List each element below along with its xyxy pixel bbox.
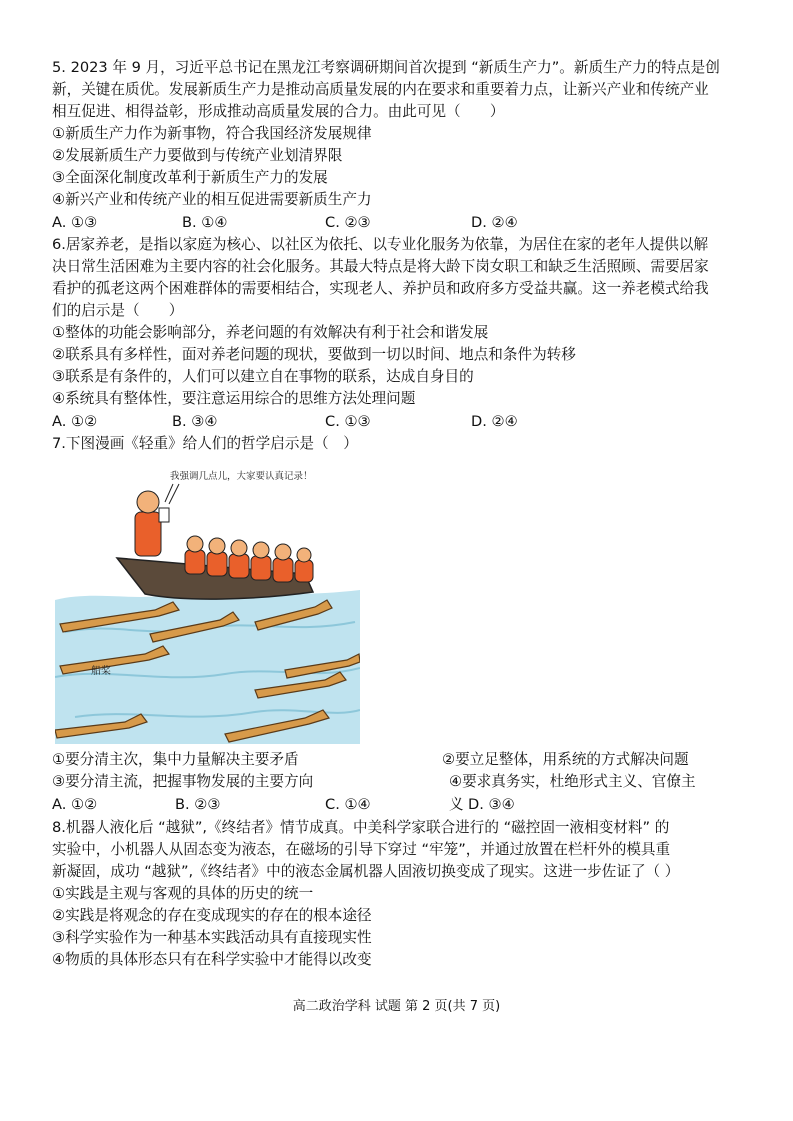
option-c[interactable]: C. ①④ bbox=[325, 796, 371, 813]
q8-line: 8.机器人液化后 “越狱”,《终结者》情节成真。中美科学家联合进行的 “磁控固一液相变材料” 的 bbox=[52, 819, 670, 836]
cartoon-light-heavy bbox=[55, 462, 360, 744]
q6-statement: ②联系具有多样性，面对养老问题的现状，要做到一切以时间、地点和条件为转移 bbox=[52, 346, 576, 363]
q7-line: 7.下图漫画《轻重》给人们的哲学启示是（ ） bbox=[52, 435, 358, 452]
option-a[interactable]: A. ①② bbox=[52, 413, 98, 430]
option-d[interactable]: D. ②④ bbox=[471, 214, 518, 231]
q7-statement: ②要立足整体，用系统的方式解决问题 bbox=[442, 751, 689, 768]
statement-4-tail: 义 bbox=[449, 796, 464, 813]
option-a[interactable]: A. ①② bbox=[52, 796, 98, 813]
speaker-figure bbox=[135, 491, 169, 556]
option-d[interactable]: D. ②④ bbox=[471, 413, 518, 430]
q8-statement: ④物质的具体形态只有在科学实验中才能得以改变 bbox=[52, 951, 372, 968]
q6-statement: ④系统具有整体性，要注意运用综合的思维方法处理问题 bbox=[52, 390, 416, 407]
oar-label: 船桨 bbox=[91, 666, 111, 677]
option-b[interactable]: B. ②③ bbox=[175, 796, 221, 813]
option-b[interactable]: B. ③④ bbox=[172, 413, 218, 430]
cartoon-speech: 我强调几点儿，大家要认真记录！ bbox=[170, 471, 313, 482]
q8-line: 实验中，小机器人从固态变为液态，在磁场的引导下穿过 “牢笼”，并通过放置在栏杆外的模具重 bbox=[52, 841, 671, 858]
q5-line: 5. 2023 年 9 月，习近平总书记在黑龙江考察调研期间首次提到 “新质生产力”。新质生产力的特点是创 bbox=[52, 59, 720, 76]
option-b[interactable]: B. ①④ bbox=[182, 214, 228, 231]
q7-statement: ③要分清主流，把握事物发展的主要方向 bbox=[52, 773, 314, 790]
option-a[interactable]: A. ①③ bbox=[52, 214, 98, 231]
option-c[interactable]: C. ②③ bbox=[325, 214, 371, 231]
q5-statement: ③全面深化制度改革利于新质生产力的发展 bbox=[52, 169, 328, 186]
q8-statement: ①实践是主观与客观的具体的历史的统一 bbox=[52, 885, 314, 902]
option-d[interactable]: D. ③④ bbox=[468, 796, 515, 813]
q5-line: 新，关键在质优。发展新质生产力是推动高质量发展的内在要求和重要着力点，让新兴产业和传统产业 bbox=[52, 81, 709, 98]
q6-statement: ①整体的功能会影响部分，养老问题的有效解决有利于社会和谐发展 bbox=[52, 324, 489, 341]
q5-statement: ①新质生产力作为新事物，符合我国经济发展规律 bbox=[52, 125, 372, 142]
q8-line: 新凝固，成功 “越狱”,《终结者》中的液态金属机器人固液切换变成了现实。这进一步佐证了（ ） bbox=[52, 863, 680, 880]
q6-line: 们的启示是（ ） bbox=[52, 302, 184, 319]
q6-line: 决日常生活困难为主要内容的社会化服务。其最大特点是将大龄下岗女职工和缺乏生活照顾、需要居家 bbox=[52, 258, 709, 275]
q7-statement: ④要求真务实，杜绝形式主义、官僚主 bbox=[449, 773, 696, 790]
q5-statement: ②发展新质生产力要做到与传统产业划清界限 bbox=[52, 147, 343, 164]
page-footer: 高二政治学科 试题 第 2 页(共 7 页) bbox=[292, 999, 501, 1014]
q5-line: 相互促进、相得益彰，形成推动高质量发展的合力。由此可见（ ） bbox=[52, 103, 505, 120]
q7-statement: ①要分清主次，集中力量解决主要矛盾 bbox=[52, 751, 299, 768]
q6-line: 看护的孤老这两个困难群体的需要相结合，实现老人、养护员和政府多方受益共赢。这一养老模式给我 bbox=[52, 280, 709, 297]
q8-statement: ②实践是将观念的存在变成现实的存在的根本途径 bbox=[52, 907, 372, 924]
option-c[interactable]: C. ①③ bbox=[325, 413, 371, 430]
q8-statement: ③科学实验作为一种基本实践活动具有直接现实性 bbox=[52, 929, 372, 946]
q5-statement: ④新兴产业和传统产业的相互促进需要新质生产力 bbox=[52, 191, 372, 208]
q6-line: 6.居家养老，是指以家庭为核心、以社区为依托、以专业化服务为依靠，为居住在家的老年人提供以解 bbox=[52, 236, 709, 253]
q6-statement: ③联系是有条件的，人们可以建立自在事物的联系，达成自身目的 bbox=[52, 368, 474, 385]
